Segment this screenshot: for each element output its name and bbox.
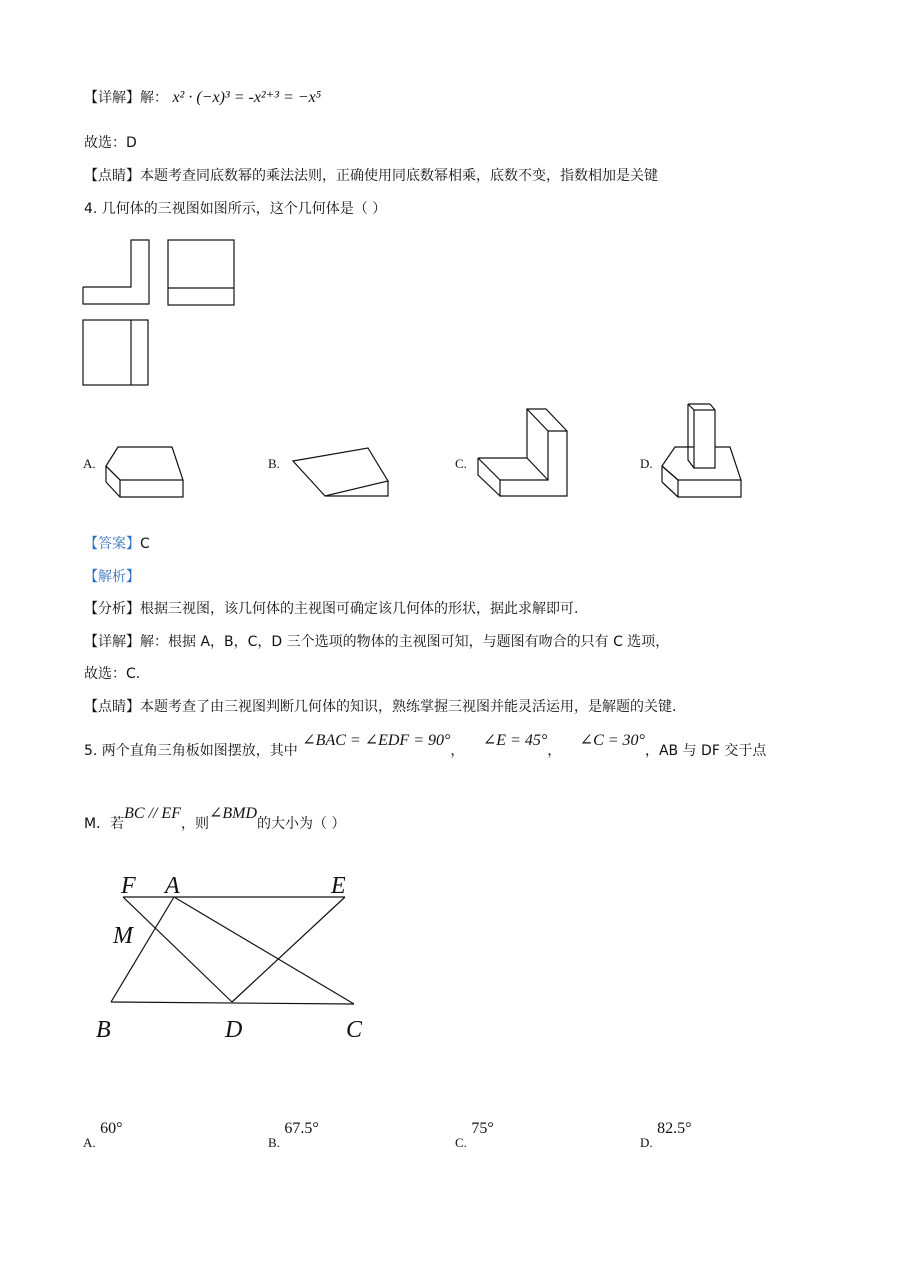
label-b: B (96, 1017, 111, 1043)
q4-option-d[interactable]: D. (640, 456, 653, 471)
option-value: 82.5° (657, 1120, 692, 1137)
q5-line2-mid: ，则 (180, 816, 209, 832)
option-value: 67.5° (284, 1120, 319, 1137)
comment-label: 【点睛】 (84, 168, 140, 184)
q5-eq3: ∠C = 30° (579, 732, 645, 749)
q4-option-a[interactable]: A. (83, 456, 96, 471)
comment-text: 本题考查同底数幂的乘法法则，正确使用同底数幂相乘，底数不变，指数相加是关键 (140, 168, 658, 184)
q5-stem-start: 5. 两个直角三角板如图摆放，其中 (84, 743, 298, 759)
q5-option-b[interactable] (268, 1120, 319, 1150)
analyze-text: 根据三视图，该几何体的主视图可确定该几何体的形状，据此求解即可. (140, 601, 579, 617)
q5-eq1: ∠BAC = ∠EDF = 90° (302, 732, 451, 749)
comment-label: 【点睛】 (84, 699, 140, 715)
segment-ed (232, 897, 345, 1002)
q5-option-d[interactable] (640, 1120, 692, 1150)
q5-eq2: ∠E = 45° (482, 732, 548, 749)
label-e: E (331, 873, 346, 899)
analyze-label: 【分析】 (84, 601, 140, 617)
q4-stem: 4. 几何体的三视图如图所示，这个几何体是（ ） (84, 201, 387, 217)
answer-value: C (140, 536, 150, 552)
q5-target-angle: ∠BMD (208, 805, 258, 822)
option-value: 60° (100, 1120, 123, 1137)
q3-choose: 故选：D (84, 135, 137, 151)
option-letter: A. (83, 1135, 96, 1150)
comment-text: 本题考查了由三视图判断几何体的知识，熟练掌握三视图并能灵活运用，是解题的关键. (140, 699, 677, 715)
detail-text: 解：根据 A，B，C，D 三个选项的物体的主视图可知，与题图有吻合的只有 C 选项， (140, 634, 670, 650)
q5-option-c[interactable] (455, 1120, 494, 1150)
segment-ba (111, 897, 174, 1002)
q5-stem-end: ，AB 与 DF 交于点 (644, 743, 767, 759)
q5-option-a[interactable] (83, 1120, 123, 1150)
label-f: F (121, 873, 136, 899)
answer-label: 【答案】 (84, 536, 140, 552)
option-value: 75° (471, 1120, 494, 1137)
detail-label: 【详解】 (84, 90, 140, 106)
q5-sep2: ， (547, 743, 562, 759)
option-letter: C. (455, 1135, 467, 1150)
q4-analysis-label: 【解析】 (84, 569, 140, 585)
q5-condition: BC // EF (124, 805, 181, 822)
label-d: D (225, 1017, 243, 1043)
q3-formula: x² · (−x)³ = -x²⁺³ = −x⁵ (172, 89, 322, 106)
q4-choose: 故选：C. (84, 666, 141, 682)
segment-fd (123, 897, 232, 1002)
q5-sep1: ， (450, 743, 465, 759)
q5-line2-end: 的大小为（ ） (257, 816, 346, 832)
q5-line2-start: M．若 (84, 816, 125, 832)
detail-label: 【详解】 (84, 634, 140, 650)
option-letter: B. (268, 1135, 280, 1150)
label-m: M (113, 923, 133, 949)
q4-option-c[interactable]: C. (455, 456, 467, 471)
detail-prefix: 解： (140, 90, 168, 106)
option-letter: D. (640, 1135, 653, 1150)
q4-option-b[interactable]: B. (268, 456, 280, 471)
label-a: A (165, 873, 180, 899)
label-c: C (346, 1017, 363, 1043)
